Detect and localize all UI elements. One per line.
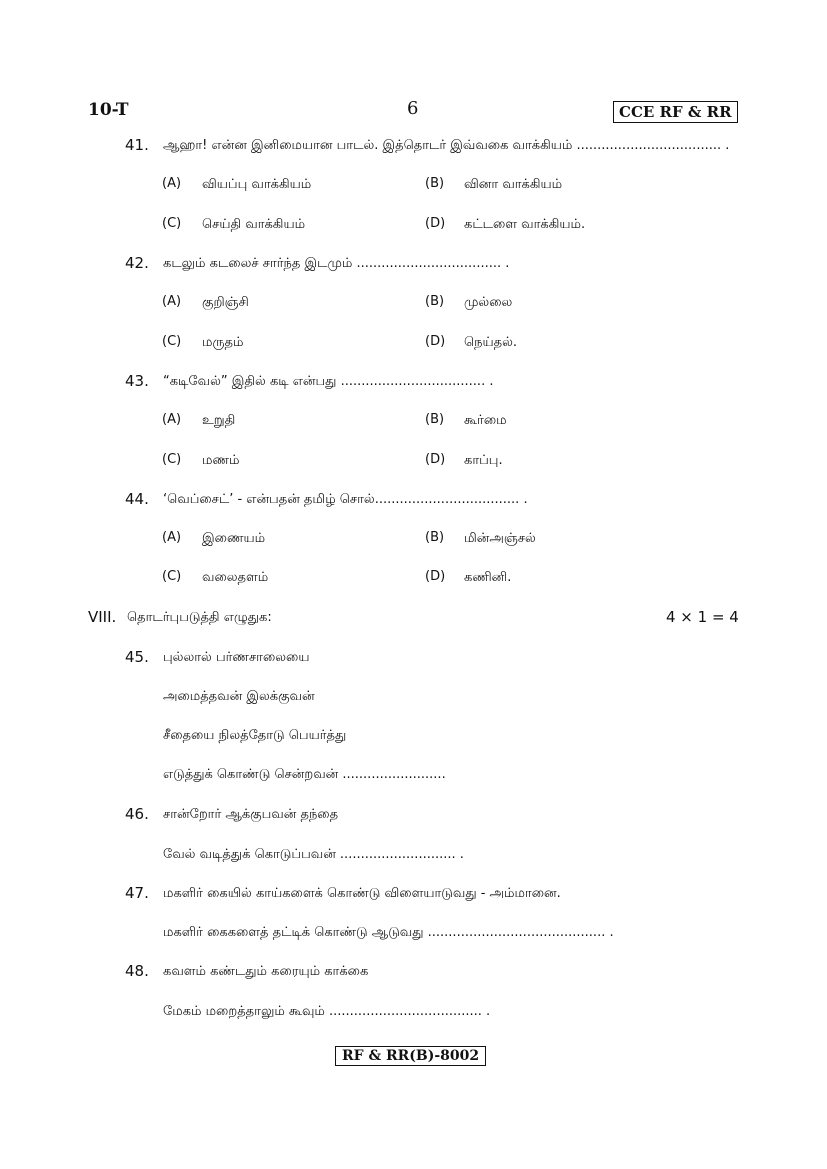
- option-label: (C): [162, 334, 182, 349]
- option-label: (A): [162, 530, 182, 545]
- option-label: (B): [425, 176, 445, 191]
- question-number: 46.: [125, 805, 149, 823]
- question-number: 47.: [125, 884, 149, 902]
- option-label: (C): [162, 216, 182, 231]
- match-line: சான்றோர் ஆக்குபவன் தந்தை: [163, 807, 339, 822]
- question-number: 42.: [125, 254, 149, 272]
- match-line: மேகம் மறைத்தாலும் கூவும் ..................................... .: [163, 1004, 491, 1019]
- option-label: (B): [425, 294, 445, 309]
- option-text: கணினி.: [464, 570, 512, 585]
- match-line: மகளிர் கையில் காய்களைக் கொண்டு விளையாடுவது - அம்மானை.: [163, 886, 561, 901]
- option-text: வியப்பு வாக்கியம்: [202, 177, 312, 192]
- option-label: (D): [425, 216, 446, 231]
- option-text: உறுதி: [202, 413, 236, 428]
- question-number: 45.: [125, 648, 149, 666]
- option-label: (A): [162, 294, 182, 309]
- option-text: வினா வாக்கியம்: [464, 177, 563, 192]
- question-text: கடலும் கடலைச் சார்ந்த இடமும் ................................... .: [163, 256, 510, 271]
- section-marks: 4 × 1 = 4: [666, 608, 739, 626]
- section-number: VIII.: [88, 608, 117, 626]
- question-text: “கடிவேல்” இதில் கடி என்பது ................................... .: [163, 374, 494, 389]
- question-text: ‘வெப்சைட்’ - என்பதன் தமிழ் சொல்................................... .: [163, 492, 528, 507]
- question-number: 41.: [125, 136, 149, 154]
- exam-code-box: CCE RF & RR: [613, 101, 738, 123]
- option-label: (A): [162, 176, 182, 191]
- option-text: இணையம்: [202, 531, 266, 546]
- page-number: 6: [407, 98, 419, 119]
- question-number: 44.: [125, 490, 149, 508]
- option-text: முல்லை: [464, 295, 513, 310]
- option-text: நெய்தல்.: [464, 335, 517, 350]
- option-text: மின்அஞ்சல்: [464, 531, 536, 546]
- option-text: கூர்மை: [464, 413, 507, 428]
- match-line: புல்லால் பர்ணசாலையை: [163, 650, 310, 665]
- paper-code: 10-T: [88, 100, 129, 120]
- match-line: அமைத்தவன் இலக்குவன்: [163, 689, 315, 704]
- question-number: 43.: [125, 372, 149, 390]
- option-text: கட்டளை வாக்கியம்.: [464, 217, 586, 232]
- option-text: வலைதளம்: [202, 570, 269, 585]
- option-label: (B): [425, 412, 445, 427]
- option-label: (C): [162, 569, 182, 584]
- option-label: (D): [425, 452, 446, 467]
- option-text: காப்பு.: [464, 453, 503, 468]
- match-line: எடுத்துக் கொண்டு சென்றவன் .........................: [163, 767, 446, 782]
- question-text: ஆஹா! என்ன இனிமையான பாடல். இத்தொடர் இவ்வகை வாக்கியம் ................................... .: [163, 138, 730, 153]
- option-text: செய்தி வாக்கியம்: [202, 217, 306, 232]
- footer-code-box: RF & RR(B)-8002: [335, 1046, 486, 1066]
- option-text: மணம்: [202, 453, 240, 468]
- match-line: வேல் வடித்துக் கொடுப்பவன் ............................ .: [163, 847, 464, 862]
- section-title: தொடர்புபடுத்தி எழுதுக:: [127, 610, 272, 625]
- match-line: கவளம் கண்டதும் கரையும் காக்கை: [163, 964, 369, 979]
- option-label: (B): [425, 530, 445, 545]
- question-number: 48.: [125, 962, 149, 980]
- option-label: (D): [425, 334, 446, 349]
- option-label: (C): [162, 452, 182, 467]
- match-line: சீதையை நிலத்தோடு பெயர்த்து: [163, 728, 347, 743]
- match-line: மகளிர் கைகளைத் தட்டிக் கொண்டு ஆடுவது ........................................... .: [163, 925, 614, 940]
- option-text: மருதம்: [202, 335, 244, 350]
- option-label: (D): [425, 569, 446, 584]
- option-label: (A): [162, 412, 182, 427]
- option-text: குறிஞ்சி: [202, 295, 249, 310]
